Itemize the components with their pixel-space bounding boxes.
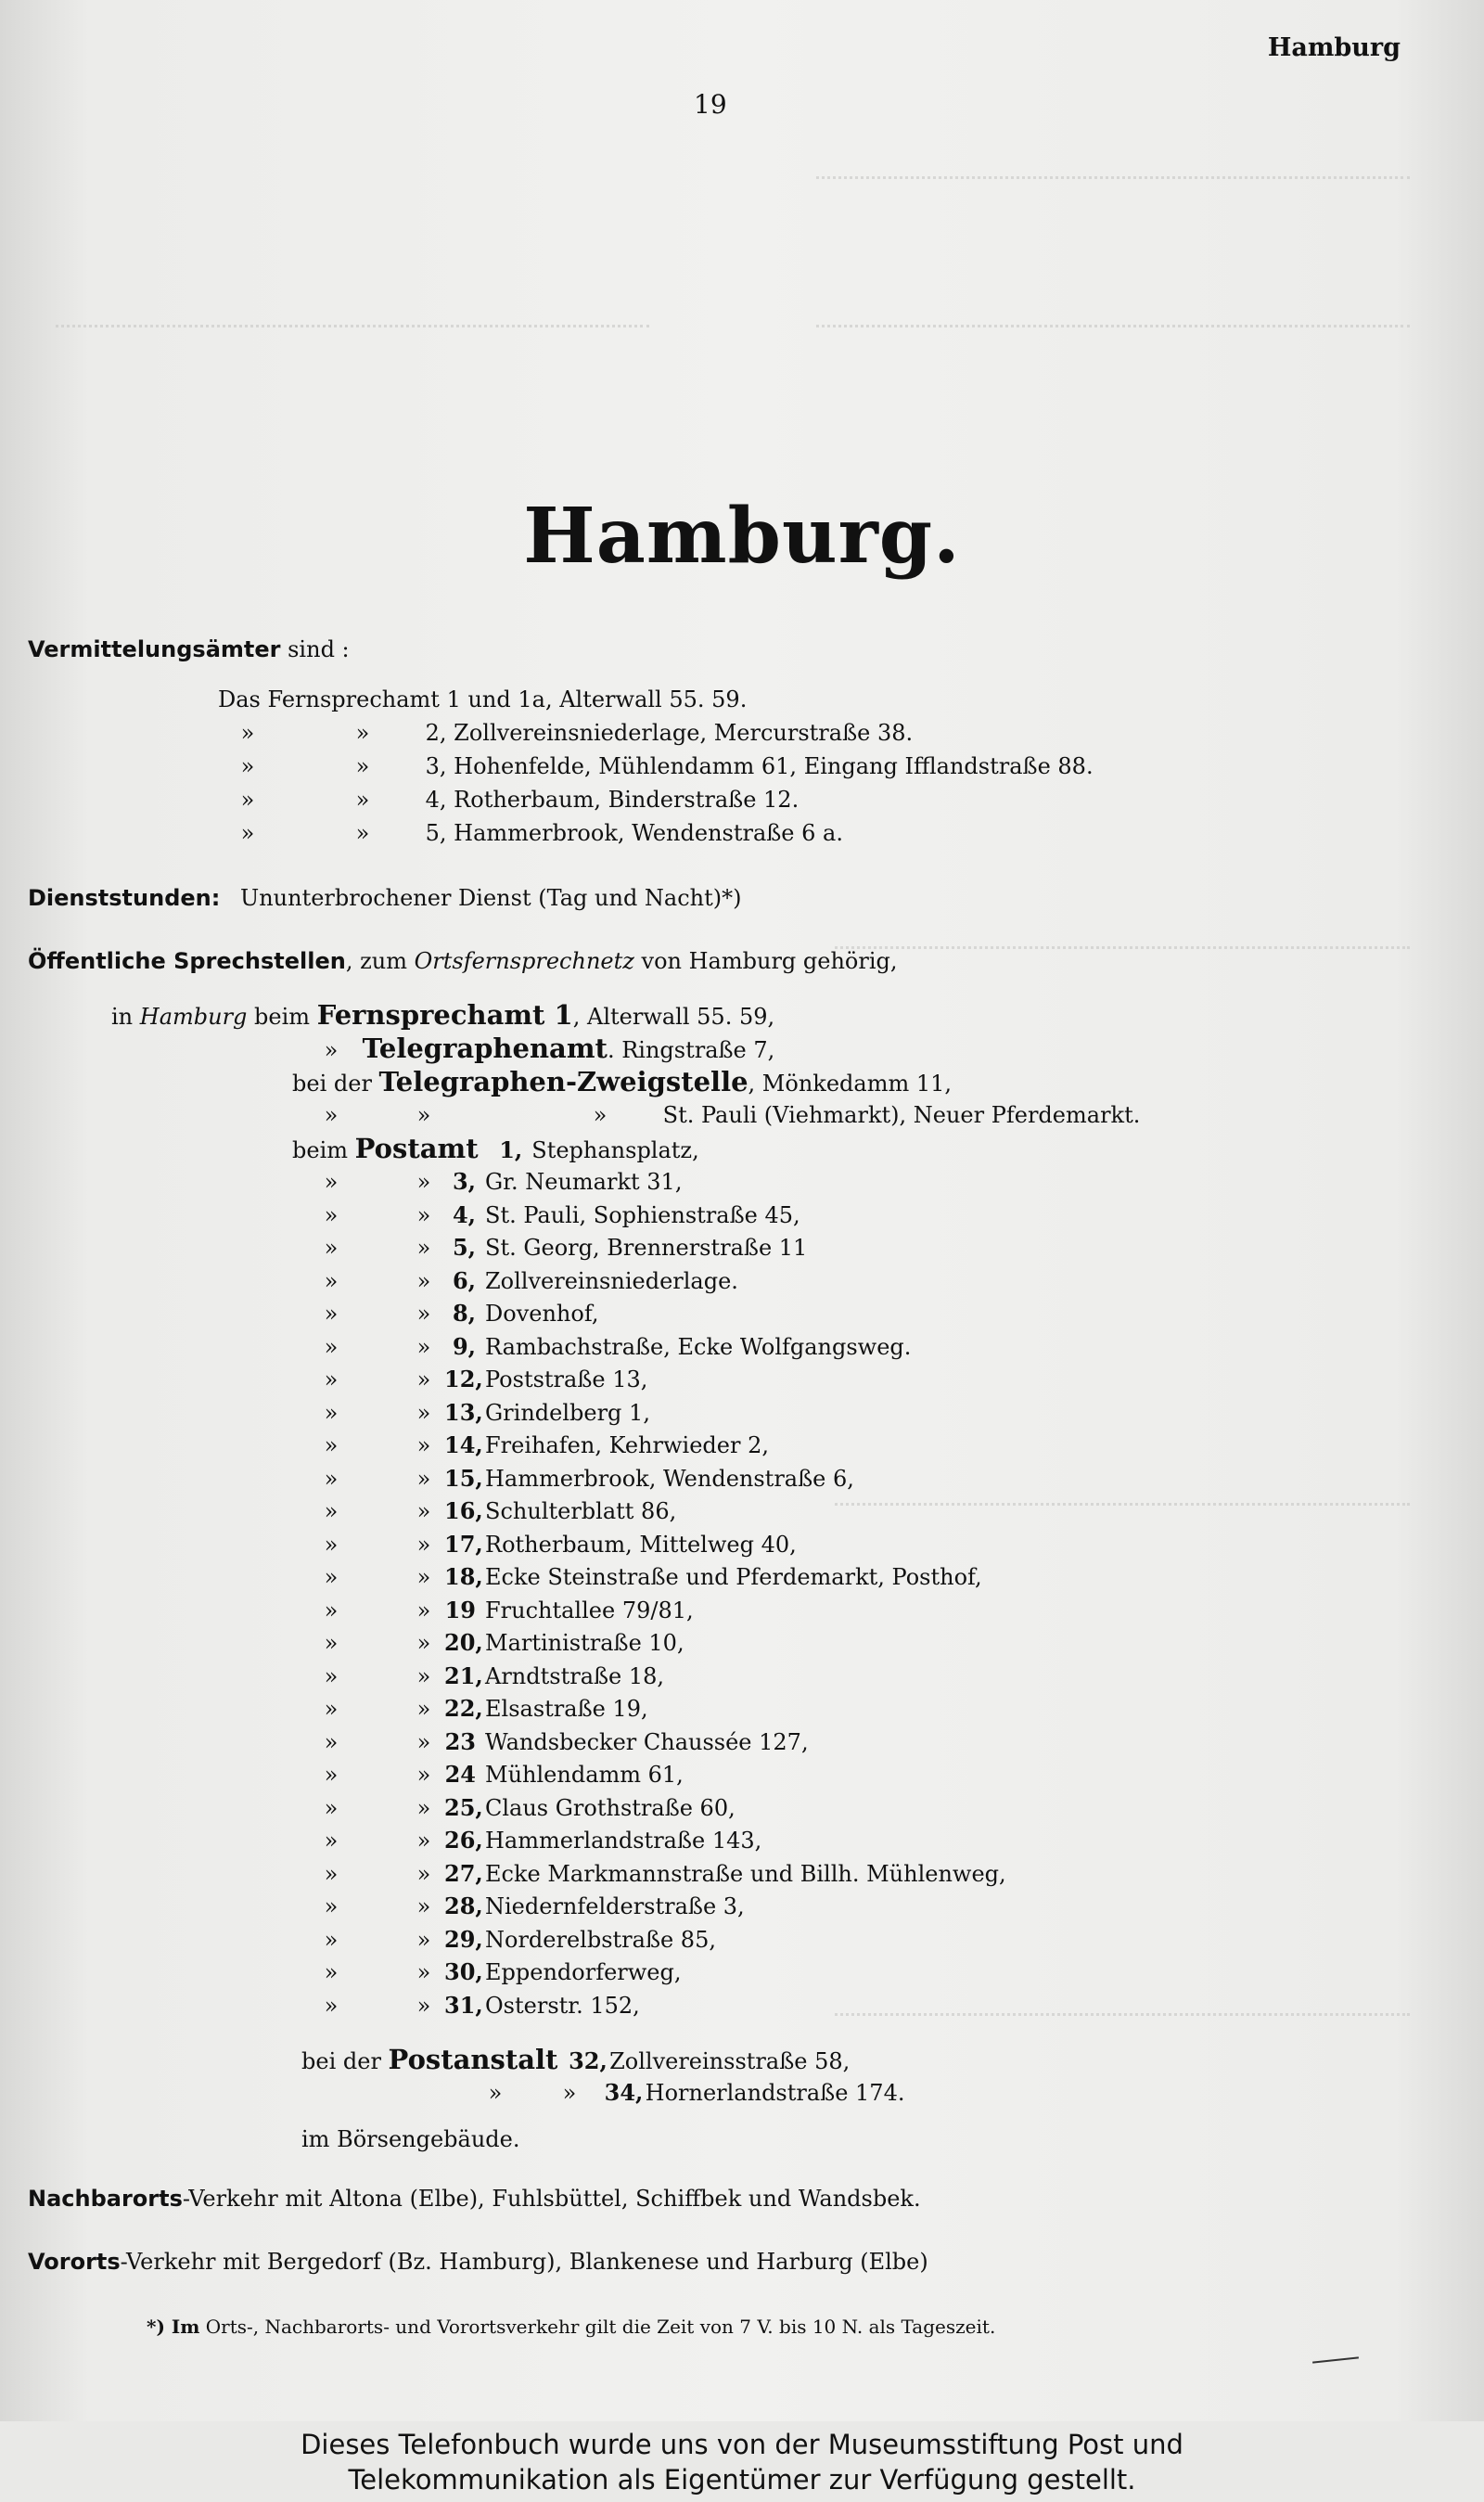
vermittlung-suffix: sind : (280, 636, 350, 662)
postamt-row: » » 22,Elsastraße 19, (324, 1695, 648, 1722)
postamt-row: » » 9, Rambachstraße, Ecke Wolfgangsweg. (324, 1333, 912, 1360)
postamt-row: » » 13,Grindelberg 1, (324, 1399, 650, 1426)
postamt-row: » » 25,Claus Grothstraße 60, (324, 1794, 736, 1821)
vororts-line: Vororts-Verkehr mit Bergedorf (Bz. Hamburg), Blankenese und Harburg (Elbe) (28, 2249, 928, 2275)
postamt-row: » » 5, St. Georg, Brennerstraße 11 (324, 1234, 808, 1261)
running-head: Hamburg (1267, 33, 1401, 62)
vermittlung-label: Vermittelungsämter (28, 636, 281, 662)
postamt-row: » » 6, Zollvereinsniederlage. (324, 1267, 738, 1294)
postamt-row: » » 31,Osterstr. 152, (324, 1992, 640, 2019)
page-number: 19 (694, 89, 727, 120)
dienst-line (28, 881, 742, 915)
postamt-row: » » 21,Arndtstraße 18, (324, 1662, 665, 1689)
pauli-line: » » » St. Pauli (Viehmarkt), Neuer Pferdemarkt. (324, 1102, 1141, 1128)
postamt-row: » » 15,Hammerbrook, Wendenstraße 6, (324, 1465, 854, 1492)
vermittlung-item: » » 5, Hammerbrook, Wendenstraße 6 a. (240, 820, 843, 846)
postamt-row: » » 12,Poststraße 13, (324, 1366, 648, 1392)
bleed-through-3 (56, 306, 649, 327)
sprech-heading: Öffentliche Sprechstellen, zum Ortsfernsprechnetz von Hamburg gehörig, (28, 948, 898, 974)
fernsprechamt-line: in Hamburg beim Fernsprechamt 1, Alterwall 55. 59, (111, 999, 775, 1031)
footnote: *) Im Orts-, Nachbarorts- und Vorortsverkehr gilt die Zeit von 7 V. bis 10 N. als Tageszeit. (147, 2316, 996, 2338)
postamt-row: » » 23 Wandsbecker Chaussée 127, (324, 1728, 809, 1755)
postamt-row: » » 16,Schulterblatt 86, (324, 1497, 677, 1524)
banner-line-2: Telekommunikation als Eigentümer zur Verfügung gestellt. (348, 2464, 1136, 2496)
postamt-row: » » 29,Norderelbstraße 85, (324, 1926, 716, 1953)
postamt-row: » » 18,Ecke Steinstraße und Pferdemarkt, Posthof, (324, 1563, 982, 1590)
vermittlung-item: » » 4, Rotherbaum, Binderstraße 12. (240, 787, 800, 813)
vermittlung-item: » » 2, Zollvereinsniederlage, Mercurstraße 38. (240, 720, 914, 746)
postamt-row: » » 27,Ecke Markmannstraße und Billh. Mühlenweg, (324, 1860, 1006, 1887)
zweigstelle-line: bei der Telegraphen-Zweigstelle, Mönkedamm 11, (292, 1066, 953, 1097)
postamt-row: » » 14,Freihafen, Kehrwieder 2, (324, 1431, 769, 1458)
postamt-line: beim Postamt 1, Stephansplatz, (292, 1133, 699, 1164)
postamt-row: » » 8, Dovenhof, (324, 1300, 599, 1327)
postamt-row: » » 30,Eppendorferweg, (324, 1958, 682, 1985)
bleed-through-5 (835, 1484, 1410, 1506)
postamt-row: » » 26,Hammerlandstraße 143, (324, 1827, 762, 1854)
banner-line-1: Dieses Telefonbuch wurde uns von der Museumsstiftung Post und (301, 2429, 1183, 2460)
postamt-row: » » 3, Gr. Neumarkt 31, (324, 1168, 683, 1195)
postamt-row: » » 4, St. Pauli, Sophienstraße 45, (324, 1201, 800, 1228)
vermittlung-heading (28, 633, 350, 666)
postanstalt-line: bei der Postanstalt 32,Zollvereinsstraße 58, (301, 2044, 851, 2075)
postamt-row: » » 19 Fruchtallee 79/81, (324, 1597, 694, 1623)
postamt-row: » » 20,Martinistraße 10, (324, 1629, 684, 1656)
page-title: Hamburg. (523, 492, 961, 581)
bleed-through-1 (816, 158, 1410, 179)
postanstalt-line-2: » » 34,Hornerlandstraße 174. (488, 2079, 905, 2106)
ownership-banner (0, 2421, 1484, 2502)
bleed-through-2 (816, 306, 1410, 327)
vermittlung-first: Das Fernsprechamt 1 und 1a, Alterwall 55. 59. (218, 686, 748, 712)
dienst-text: Ununterbrochener Dienst (Tag und Nacht)*) (239, 885, 742, 911)
telegraphenamt-line: » Telegraphenamt. Ringstraße 7, (324, 1033, 775, 1064)
vermittlung-item: » » 3, Hohenfelde, Mühlendamm 61, Eingang Ifflandstraße 88. (240, 753, 1094, 779)
postamt-row: » » 17,Rotherbaum, Mittelweg 40, (324, 1531, 797, 1558)
postamt-row: » » 24 Mühlendamm 61, (324, 1761, 684, 1788)
dienst-label: Dienststunden: (28, 885, 221, 911)
bleed-through-6 (835, 1995, 1410, 2016)
margin-mark (1312, 2356, 1359, 2363)
postamt-row: » » 28,Niedernfelderstraße 3, (324, 1893, 745, 1919)
bleed-through-4 (835, 928, 1410, 949)
boerse-line: im Börsengebäude. (301, 2126, 520, 2152)
nachbarorts-line: Nachbarorts-Verkehr mit Altona (Elbe), Fuhlsbüttel, Schiffbek und Wandsbek. (28, 2186, 921, 2212)
